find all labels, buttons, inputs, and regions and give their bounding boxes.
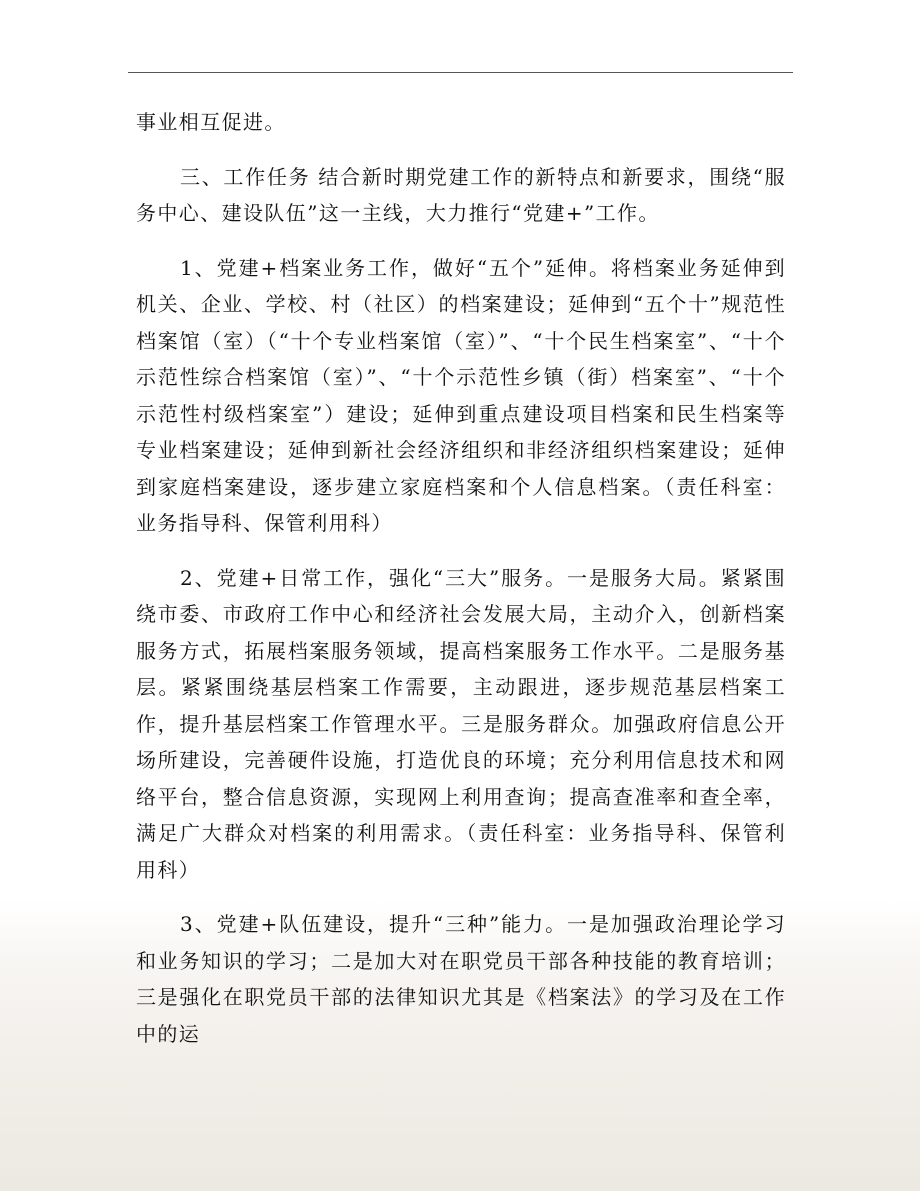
document-body: [136, 104, 786, 1070]
paragraph-section-three-tasks: 三、工作任务 结合新时期党建工作的新特点和新要求，围绕“服务中心、建设队伍”这一主线，大力推行“党建+”工作。: [136, 164, 786, 225]
paragraph-item-1-archive-business: 1、党建+档案业务工作，做好“五个”延伸。将档案业务延伸到机关、企业、学校、村（社区）的档案建设；延伸到“五个十”规范性档案馆（室）（“十个专业档案馆（室）”、“十个民生档案室”、“十个示范性综合档案馆（室）”、“十个示范性乡镇（街）档案室”、“十个示范性村级档案室”）建设；延伸到重点建设项目档案和民生档案等专业档案建设；延伸到新社会经济组织和非经济组织档案建设；延伸到家庭档案建设，逐步建立家庭档案和个人信息档案。（责任科室：业务指导科、保管利用科）: [136, 255, 786, 535]
paragraph-item-3-team-building: 3、党建+队伍建设，提升“三种”能力。一是加强政治理论学习和业务知识的学习；二是加大对在职党员干部各种技能的教育培训；三是强化在职党员干部的法律知识尤其是《档案法》的学习及在工作中的运: [136, 912, 786, 1046]
paragraph-item-2-daily-work: 2、党建+日常工作，强化“三大”服务。一是服务大局。紧紧围绕市委、市政府工作中心和经济社会发展大局，主动介入，创新档案服务方式，拓展档案服务领域，提高档案服务工作水平。二是服务基层。紧紧围绕基层档案工作需要，主动跟进，逐步规范基层档案工作，提升基层档案工作管理水平。三是服务群众。加强政府信息公开场所建设，完善硬件设施，打造优良的环境；充分利用信息技术和网络平台，整合信息资源，实现网上利用查询；提高查准率和查全率，满足广大群众对档案的利用需求。（责任科室：业务指导科、保管利用科）: [136, 565, 786, 882]
header-rule: [128, 72, 793, 73]
paragraph-continuation: 事业相互促进。: [136, 110, 286, 134]
